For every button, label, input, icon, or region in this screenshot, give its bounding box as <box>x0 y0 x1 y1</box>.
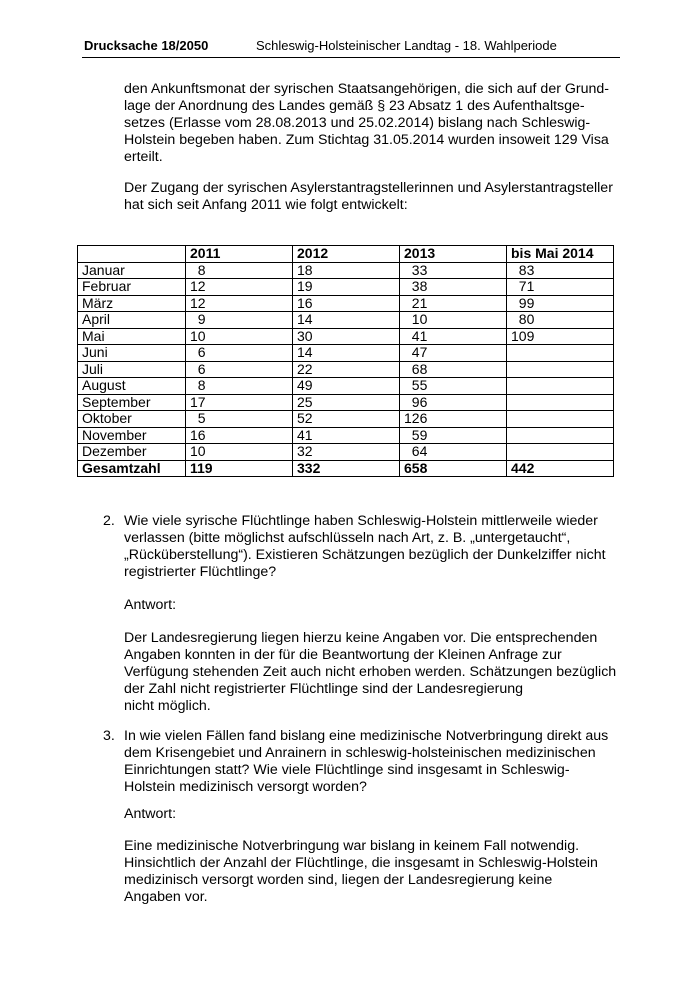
intro-line: lage der Anordnung des Landes gemäß § 23 Absatz 1 des Aufenthaltsge- <box>124 98 585 114</box>
value-cell: 30 <box>293 328 400 345</box>
table-row <box>78 444 614 461</box>
value-cell: 10 <box>400 312 507 329</box>
value-cell: 55 <box>400 378 507 395</box>
value-cell: 25 <box>293 394 400 411</box>
month-cell: März <box>78 295 186 312</box>
table-row <box>78 427 614 444</box>
intro-line: Holstein begeben haben. Zum Stichtag 31.05.2014 wurden insoweit 129 Visa <box>124 132 609 148</box>
question-number: 3. <box>103 728 115 744</box>
total-label-cell: Gesamtzahl <box>78 460 186 477</box>
table-row <box>78 361 614 378</box>
value-cell: 64 <box>400 444 507 461</box>
value-cell: 21 <box>400 295 507 312</box>
answer-line: Angaben konnten in der für die Beantwortung der Kleinen Anfrage zur <box>124 647 562 663</box>
question-line: Einrichtungen statt? Wie viele Flüchtlinge sind insgesamt in Schleswig- <box>124 762 570 778</box>
month-cell: Mai <box>78 328 186 345</box>
month-cell: Februar <box>78 279 186 296</box>
value-cell: 9 <box>186 312 293 329</box>
answer-line: Eine medizinische Notverbringung war bislang in keinem Fall notwendig. <box>124 838 580 854</box>
answer-2 <box>124 630 624 715</box>
table-row <box>78 378 614 395</box>
answer-line: nicht möglich. <box>124 698 211 714</box>
value-cell: 109 <box>507 328 614 345</box>
answer-3 <box>124 838 624 906</box>
question-line: dem Krisengebiet und Anrainern in schleswig-holsteinischen medizinischen <box>124 745 596 761</box>
question-line: registrierter Flüchtlinge? <box>124 564 277 580</box>
value-cell: 10 <box>186 328 293 345</box>
value-cell: 83 <box>507 262 614 279</box>
value-cell: 41 <box>293 427 400 444</box>
value-cell: 10 <box>186 444 293 461</box>
question-number: 2. <box>103 513 115 529</box>
value-cell: 8 <box>186 378 293 395</box>
table-intro-line: Der Zugang der syrischen Asylerstantragstellerinnen und Asylerstantragsteller <box>124 180 613 196</box>
table-row <box>78 394 614 411</box>
value-cell: 59 <box>400 427 507 444</box>
value-cell: 6 <box>186 345 293 362</box>
value-cell <box>507 345 614 362</box>
value-cell: 52 <box>293 411 400 428</box>
total-value-cell: 658 <box>400 460 507 477</box>
value-cell: 99 <box>507 295 614 312</box>
header-cell <box>78 246 186 263</box>
value-cell: 32 <box>293 444 400 461</box>
value-cell: 19 <box>293 279 400 296</box>
table-row <box>78 295 614 312</box>
value-cell: 68 <box>400 361 507 378</box>
value-cell: 14 <box>293 345 400 362</box>
table-row <box>78 345 614 362</box>
month-cell: April <box>78 312 186 329</box>
value-cell: 6 <box>186 361 293 378</box>
value-cell <box>507 394 614 411</box>
answer-label: Antwort: <box>124 597 177 613</box>
header-divider <box>82 57 620 58</box>
question-line: Wie viele syrische Flüchtlinge haben Schleswig-Holstein mittlerweile wieder <box>124 513 598 529</box>
value-cell: 12 <box>186 295 293 312</box>
total-value-cell: 332 <box>293 460 400 477</box>
question-2 <box>124 513 624 581</box>
header-cell: 2011 <box>186 246 293 263</box>
intro-line: erteilt. <box>124 149 163 165</box>
value-cell: 18 <box>293 262 400 279</box>
value-cell <box>507 444 614 461</box>
value-cell: 96 <box>400 394 507 411</box>
value-cell: 47 <box>400 345 507 362</box>
value-cell <box>507 378 614 395</box>
value-cell <box>507 427 614 444</box>
table-row <box>78 262 614 279</box>
value-cell: 126 <box>400 411 507 428</box>
value-cell: 16 <box>186 427 293 444</box>
table-intro-line: hat sich seit Anfang 2011 wie folgt entwickelt: <box>124 197 408 213</box>
intro-line: den Ankunftsmonat der syrischen Staatsangehörigen, die sich auf der Grund- <box>124 81 610 97</box>
table-row <box>78 279 614 296</box>
month-cell: Oktober <box>78 411 186 428</box>
intro-line: setzes (Erlasse vom 28.08.2013 und 25.02.2014) bislang nach Schleswig- <box>124 115 591 131</box>
table-total-row <box>78 460 614 477</box>
asylum-applications-table <box>77 245 614 477</box>
header-cell: 2013 <box>400 246 507 263</box>
answer-line: Hinsichtlich der Anzahl der Flüchtlinge, die insgesamt in Schleswig-Holstein <box>124 855 598 871</box>
value-cell: 80 <box>507 312 614 329</box>
value-cell: 71 <box>507 279 614 296</box>
table-row <box>78 328 614 345</box>
value-cell <box>507 411 614 428</box>
total-value-cell: 442 <box>507 460 614 477</box>
value-cell: 38 <box>400 279 507 296</box>
table-header-row <box>78 246 614 263</box>
header-cell: bis Mai 2014 <box>507 246 614 263</box>
answer-line: Angaben vor. <box>124 889 208 905</box>
value-cell: 17 <box>186 394 293 411</box>
value-cell: 22 <box>293 361 400 378</box>
intro-paragraph <box>124 81 624 166</box>
month-cell: September <box>78 394 186 411</box>
value-cell: 16 <box>293 295 400 312</box>
value-cell: 33 <box>400 262 507 279</box>
answer-line: Der Landesregierung liegen hierzu keine Angaben vor. Die entsprechenden <box>124 630 598 646</box>
total-value-cell: 119 <box>186 460 293 477</box>
question-line: „Rücküberstellung“). Existieren Schätzungen bezüglich der Dunkelziffer nicht <box>124 547 606 563</box>
question-3 <box>124 728 624 796</box>
value-cell: 49 <box>293 378 400 395</box>
table-row <box>78 411 614 428</box>
table-row <box>78 312 614 329</box>
document-number: Drucksache 18/2050 <box>84 38 209 53</box>
answer-line: Verfügung stehenden Zeit auch nicht erhoben werden. Schätzungen bezüglich <box>124 664 617 680</box>
answer-label: Antwort: <box>124 806 177 822</box>
value-cell: 8 <box>186 262 293 279</box>
question-line: In wie vielen Fällen fand bislang eine medizinische Notverbringung direkt aus <box>124 728 609 744</box>
month-cell: Dezember <box>78 444 186 461</box>
value-cell: 14 <box>293 312 400 329</box>
header-cell: 2012 <box>293 246 400 263</box>
value-cell: 12 <box>186 279 293 296</box>
month-cell: Juni <box>78 345 186 362</box>
table-intro-paragraph <box>124 180 624 214</box>
month-cell: August <box>78 378 186 395</box>
answer-line: der Zahl nicht registrierter Flüchtlinge sind der Landesregierung <box>124 681 524 697</box>
answer-line: medizinisch versorgt worden sind, liegen der Landesregierung keine <box>124 872 553 888</box>
month-cell: November <box>78 427 186 444</box>
value-cell: 41 <box>400 328 507 345</box>
question-line: verlassen (bitte möglichst aufschlüsseln nach Art, z. B. „untergetaucht“, <box>124 530 571 546</box>
month-cell: Januar <box>78 262 186 279</box>
question-line: Holstein medizinisch versorgt worden? <box>124 779 367 795</box>
value-cell: 5 <box>186 411 293 428</box>
parliament-title: Schleswig-Holsteinischer Landtag - 18. Wahlperiode <box>256 38 557 53</box>
value-cell <box>507 361 614 378</box>
month-cell: Juli <box>78 361 186 378</box>
